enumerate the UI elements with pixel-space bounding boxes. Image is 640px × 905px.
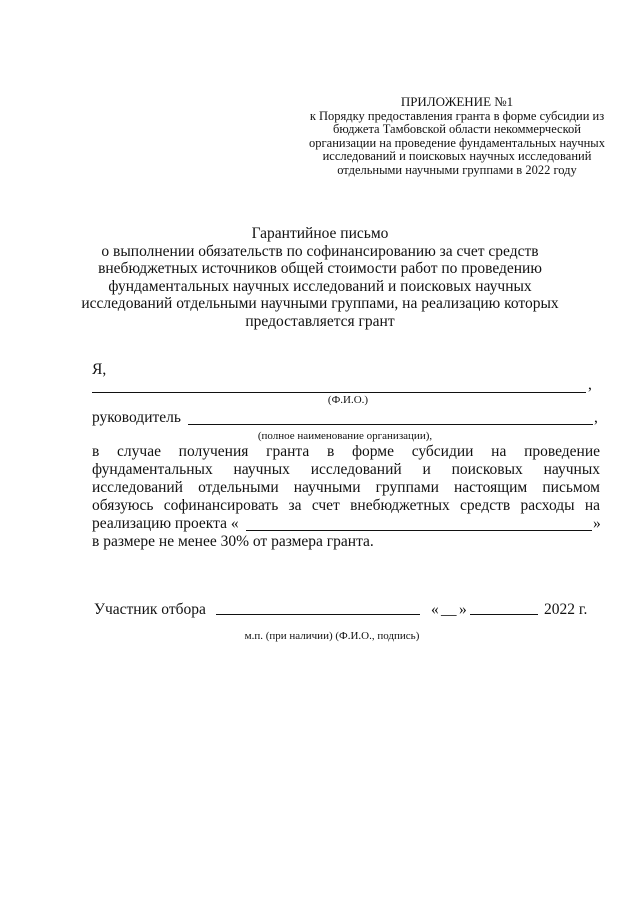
paragraph-line: фундаментальных научных исследований и поисковых научных — [92, 461, 600, 478]
letter-title — [70, 225, 570, 330]
paragraph-line: в случае получения гранта в форме субсидии на проведение — [92, 443, 600, 460]
project-prefix: реализацию проекта « — [92, 515, 239, 532]
title-line: фундаментальных научных исследований и поисковых научных — [108, 277, 532, 295]
date-open-quote: « — [431, 601, 439, 618]
fio-hint: (Ф.И.О.) — [327, 394, 369, 406]
title-line: предоставляется грант — [245, 312, 395, 330]
date-year: 2022 г. — [544, 601, 588, 618]
appendix-line: исследований и поисковых научных исследований — [322, 149, 592, 163]
signature-caption: м.п. (при наличии) (Ф.И.О., подпись) — [244, 630, 420, 642]
title-line: внебюджетных источников общей стоимости работ по проведению — [98, 260, 542, 277]
project-blank-line — [246, 530, 592, 531]
participant-label: Участник отбора — [94, 601, 206, 618]
org-hint: (полное наименование организации), — [257, 430, 433, 442]
appendix-line: к Порядку предоставления гранта в форме субсидии из — [309, 108, 605, 123]
title-line: Гарантийное письмо — [251, 225, 389, 242]
fio-blank-line — [92, 392, 586, 393]
title-line: о выполнении обязательств по софинансированию за счет средств — [101, 242, 539, 260]
date-month-blank-line — [470, 614, 538, 615]
ya-label: Я, — [92, 361, 107, 378]
project-suffix: » — [593, 515, 601, 532]
title-line: исследований отдельными научными группами, на реализацию которых — [81, 295, 559, 312]
last-line: в размере не менее 30% от размера гранта. — [92, 533, 374, 550]
fio-comma: , — [588, 376, 592, 393]
date-day-blank: __ — [441, 601, 457, 618]
appendix-line: бюджета Тамбовской области некоммерческой — [333, 122, 581, 136]
org-blank-line — [188, 424, 593, 425]
signature-blank-line — [216, 614, 420, 615]
head-label: руководитель — [92, 409, 181, 426]
paragraph-line: исследований отдельными научными группами настоящим письмом — [92, 479, 600, 496]
appendix-line: отдельными научными группами в 2022 году — [337, 162, 577, 177]
appendix-line: организации на проведение фундаментальных научных — [309, 135, 605, 150]
date-close-quote: » — [459, 601, 467, 618]
paragraph-line: обязуюсь софинансировать за счет внебюджетных средств расходы на — [92, 497, 600, 514]
org-comma: , — [594, 409, 598, 426]
appendix-header — [300, 95, 614, 177]
appendix-number: ПРИЛОЖЕНИЕ №1 — [400, 94, 514, 109]
